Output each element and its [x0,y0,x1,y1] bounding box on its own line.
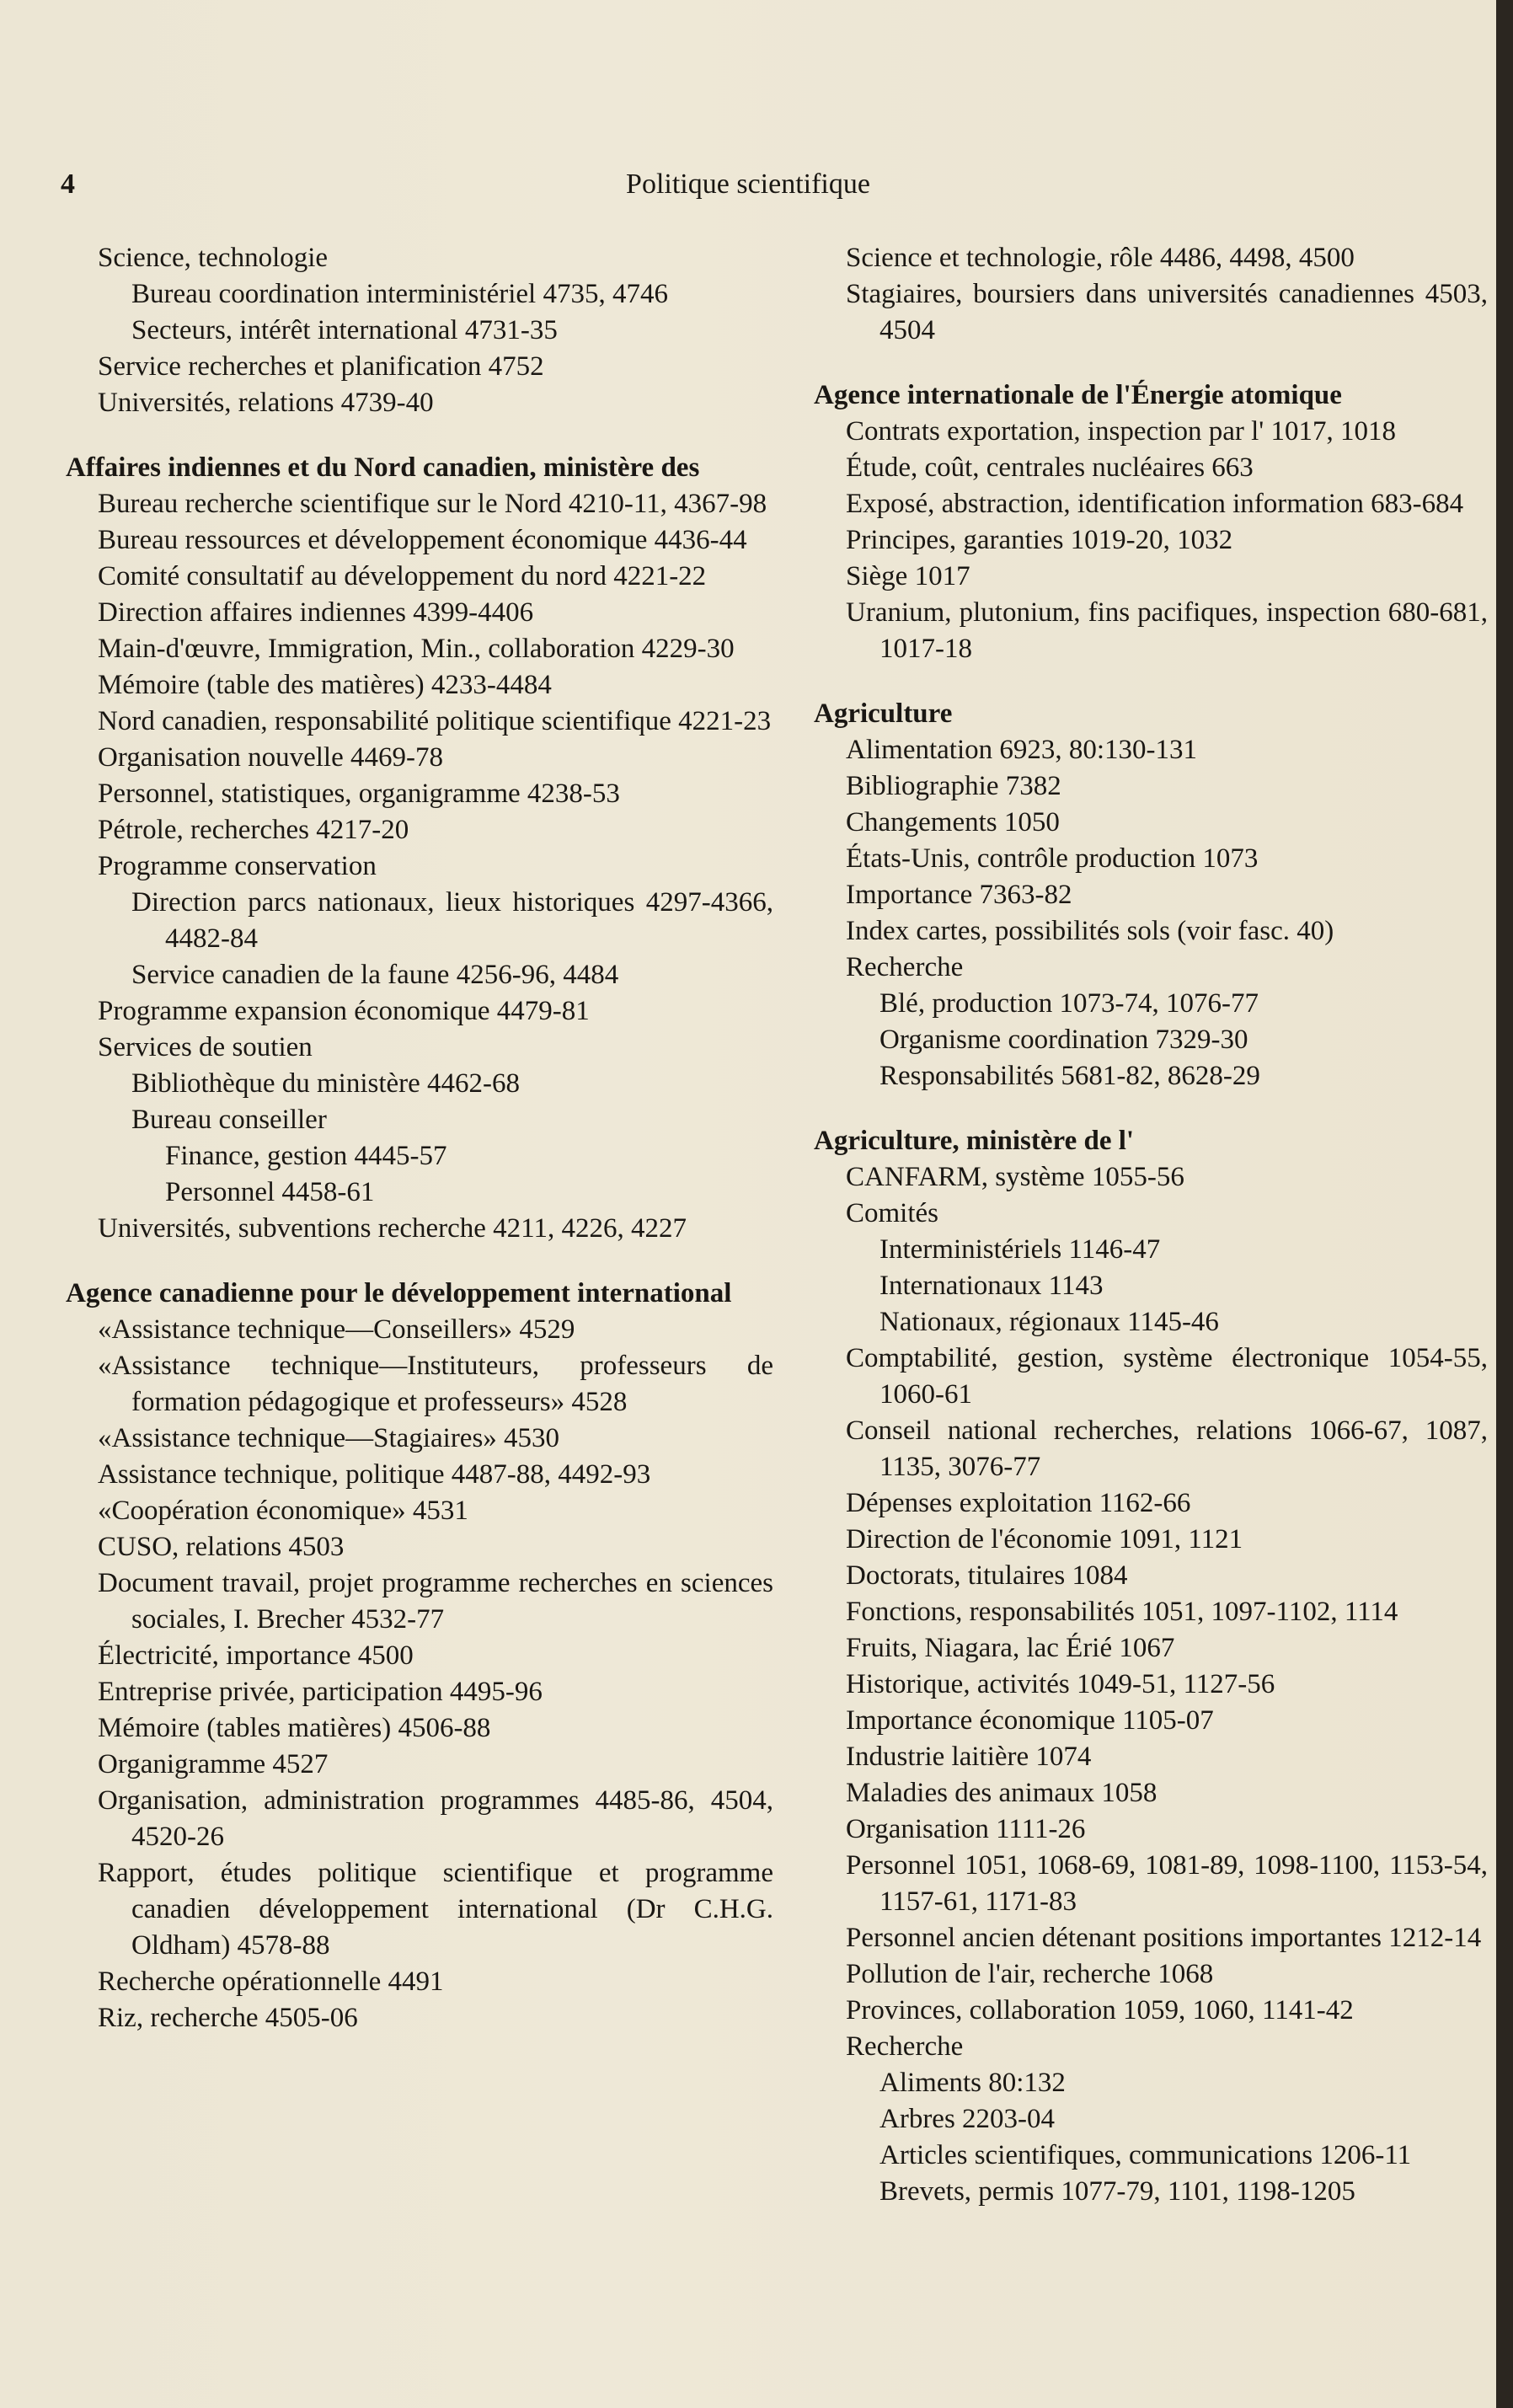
index-entry: Changements 1050 [846,807,1060,837]
index-entry: Science, technologie [98,243,329,273]
index-entry: Industrie laitière 1074 [846,1742,1092,1772]
index-heading: Agence internationale de l'Énergie atomique [814,380,1342,410]
index-entry: Science et technologie, rôle 4486, 4498, 4500 [846,243,1355,273]
index-entry: Services de soutien [98,1032,313,1062]
index-entry: Service canadien de la faune 4256-96, 4484 [131,960,619,990]
index-entry: Direction de l'économie 1091, 1121 [846,1524,1243,1554]
index-entry: Contrats exportation, inspection par l' 1017, 1018 [846,416,1397,447]
index-entry: Service recherches et planification 4752 [98,351,544,382]
index-entry: Uranium, plutonium, fins pacifiques, inspection 680-681, 1017-18 [846,597,1488,664]
index-entry: Bureau ressources et développement économique 4436-44 [98,525,747,555]
index-entry: Historique, activités 1049-51, 1127-56 [846,1669,1275,1699]
index-entry: «Assistance technique—Stagiaires» 4530 [98,1423,560,1453]
index-entry: Comité consultatif au développement du nord 4221-22 [98,561,707,591]
index-entry: Pétrole, recherches 4217-20 [98,815,409,845]
index-entry: Programme conservation [98,851,377,881]
index-entry: Bureau coordination interministériel 4735, 4746 [131,279,668,309]
index-entry: Internationaux 1143 [879,1271,1104,1301]
index-entry: Fruits, Niagara, lac Érié 1067 [846,1633,1175,1663]
index-entry: Organisme coordination 7329-30 [879,1025,1248,1055]
index-entry: Riz, recherche 4505-06 [98,2003,358,2033]
index-entry: Recherche [846,2031,964,2062]
index-entry: Bureau recherche scientifique sur le Nord 4210-11, 4367-98 [98,489,767,519]
index-entry: Provinces, collaboration 1059, 1060, 1141-42 [846,1995,1354,2025]
index-entry: Arbres 2203-04 [879,2104,1056,2134]
index-entry: Fonctions, responsabilités 1051, 1097-1102, 1114 [846,1597,1398,1627]
index-entry: CANFARM, système 1055-56 [846,1162,1184,1192]
index-entry: Conseil national recherches, relations 1066-67, 1087, 1135, 3076-77 [846,1415,1488,1482]
index-entry: Électricité, importance 4500 [98,1640,414,1671]
index-entry: Main-d'œuvre, Immigration, Min., collaboration 4229-30 [98,634,735,664]
index-entry: Siège 1017 [846,561,970,591]
index-entry: Comptabilité, gestion, système électronique 1054-55, 1060-61 [846,1343,1488,1410]
index-entry: Comités [846,1198,939,1228]
index-entry: «Coopération économique» 4531 [98,1496,468,1526]
index-entry: Assistance technique, politique 4487-88, 4492-93 [98,1459,651,1490]
index-entry: Exposé, abstraction, identification information 683-684 [846,489,1464,519]
index-entry: Articles scientifiques, communications 1206-11 [879,2140,1412,2170]
index-entry: «Assistance technique—Instituteurs, professeurs de formation pédagogique et professeurs» 4528 [98,1351,773,1417]
index-entry: Étude, coût, centrales nucléaires 663 [846,452,1254,483]
index-entry: Mémoire (tables matières) 4506-88 [98,1713,491,1743]
index-entry: Dépenses exploitation 1162-66 [846,1488,1191,1518]
index-entry: Secteurs, intérêt international 4731-35 [131,315,558,345]
index-entry: Responsabilités 5681-82, 8628-29 [879,1061,1260,1091]
index-heading: Affaires indiennes et du Nord canadien, ministère des [66,452,700,483]
index-entry: Alimentation 6923, 80:130-131 [846,735,1198,765]
index-entry: Blé, production 1073-74, 1076-77 [879,988,1259,1019]
index-entry: Universités, relations 4739-40 [98,388,434,418]
index-entry: Organisation nouvelle 4469-78 [98,742,443,773]
index-heading: Agence canadienne pour le développement international [66,1278,732,1308]
index-entry: Direction affaires indiennes 4399-4406 [98,597,534,628]
index-entry: Stagiaires, boursiers dans universités canadiennes 4503, 4504 [846,279,1488,345]
index-column-right [814,240,1488,2210]
index-entry: Organisation, administration programmes 4485-86, 4504, 4520-26 [98,1785,773,1852]
index-entry: Personnel 1051, 1068-69, 1081-89, 1098-1100, 1153-54, 1157-61, 1171-83 [846,1850,1488,1917]
index-heading: Agriculture [814,698,953,729]
index-entry: Importance 7363-82 [846,880,1072,910]
page-number: 4 [61,169,75,200]
index-entry: Recherche opérationnelle 4491 [98,1967,444,1997]
index-entry: Pollution de l'air, recherche 1068 [846,1959,1214,1989]
index-entry: Mémoire (table des matières) 4233-4484 [98,670,552,700]
index-entry: Bibliographie 7382 [846,771,1061,801]
index-entry: Personnel ancien détenant positions importantes 1212-14 [846,1923,1482,1953]
index-entry: Universités, subventions recherche 4211, 4226, 4227 [98,1213,687,1244]
index-entry: Principes, garanties 1019-20, 1032 [846,525,1233,555]
index-entry: Bureau conseiller [131,1105,327,1135]
index-heading: Agriculture, ministère de l' [814,1126,1135,1156]
index-entry: Document travail, projet programme recherches en sciences sociales, I. Brecher 4532-77 [98,1568,773,1635]
index-entry: Entreprise privée, participation 4495-96 [98,1677,543,1707]
index-entry: États-Unis, contrôle production 1073 [846,843,1259,874]
index-entry: Programme expansion économique 4479-81 [98,996,590,1026]
index-entry: Importance économique 1105-07 [846,1705,1214,1736]
index-entry: Nord canadien, responsabilité politique scientifique 4221-23 [98,706,772,736]
index-entry: Aliments 80:132 [879,2068,1066,2098]
index-entry: Recherche [846,952,964,982]
index-entry: Bibliothèque du ministère 4462-68 [131,1068,521,1099]
index-entry: «Assistance technique—Conseillers» 4529 [98,1314,575,1345]
index-entry: Personnel, statistiques, organigramme 4238-53 [98,779,620,809]
index-entry: CUSO, relations 4503 [98,1532,345,1562]
index-entry: Nationaux, régionaux 1145-46 [879,1307,1219,1337]
index-entry: Interministériels 1146-47 [879,1234,1161,1265]
index-entry: Direction parcs nationaux, lieux historiques 4297-4366, 4482-84 [131,887,773,954]
running-title: Politique scientifique [626,169,870,200]
index-entry: Rapport, études politique scientifique et programme canadien développement international (Dr C.H.G. Oldham) 4578-88 [98,1858,773,1961]
index-entry: Finance, gestion 4445-57 [165,1141,447,1171]
index-entry: Organigramme 4527 [98,1749,329,1779]
index-entry: Brevets, permis 1077-79, 1101, 1198-1205 [879,2176,1355,2207]
index-entry: Maladies des animaux 1058 [846,1778,1157,1808]
book-spine-edge [1496,0,1513,2408]
index-column-left [66,240,773,2036]
index-entry: Index cartes, possibilités sols (voir fasc. 40) [846,916,1334,946]
index-entry: Doctorats, titulaires 1084 [846,1560,1128,1591]
index-entry: Organisation 1111-26 [846,1814,1086,1844]
index-entry: Personnel 4458-61 [165,1177,375,1207]
